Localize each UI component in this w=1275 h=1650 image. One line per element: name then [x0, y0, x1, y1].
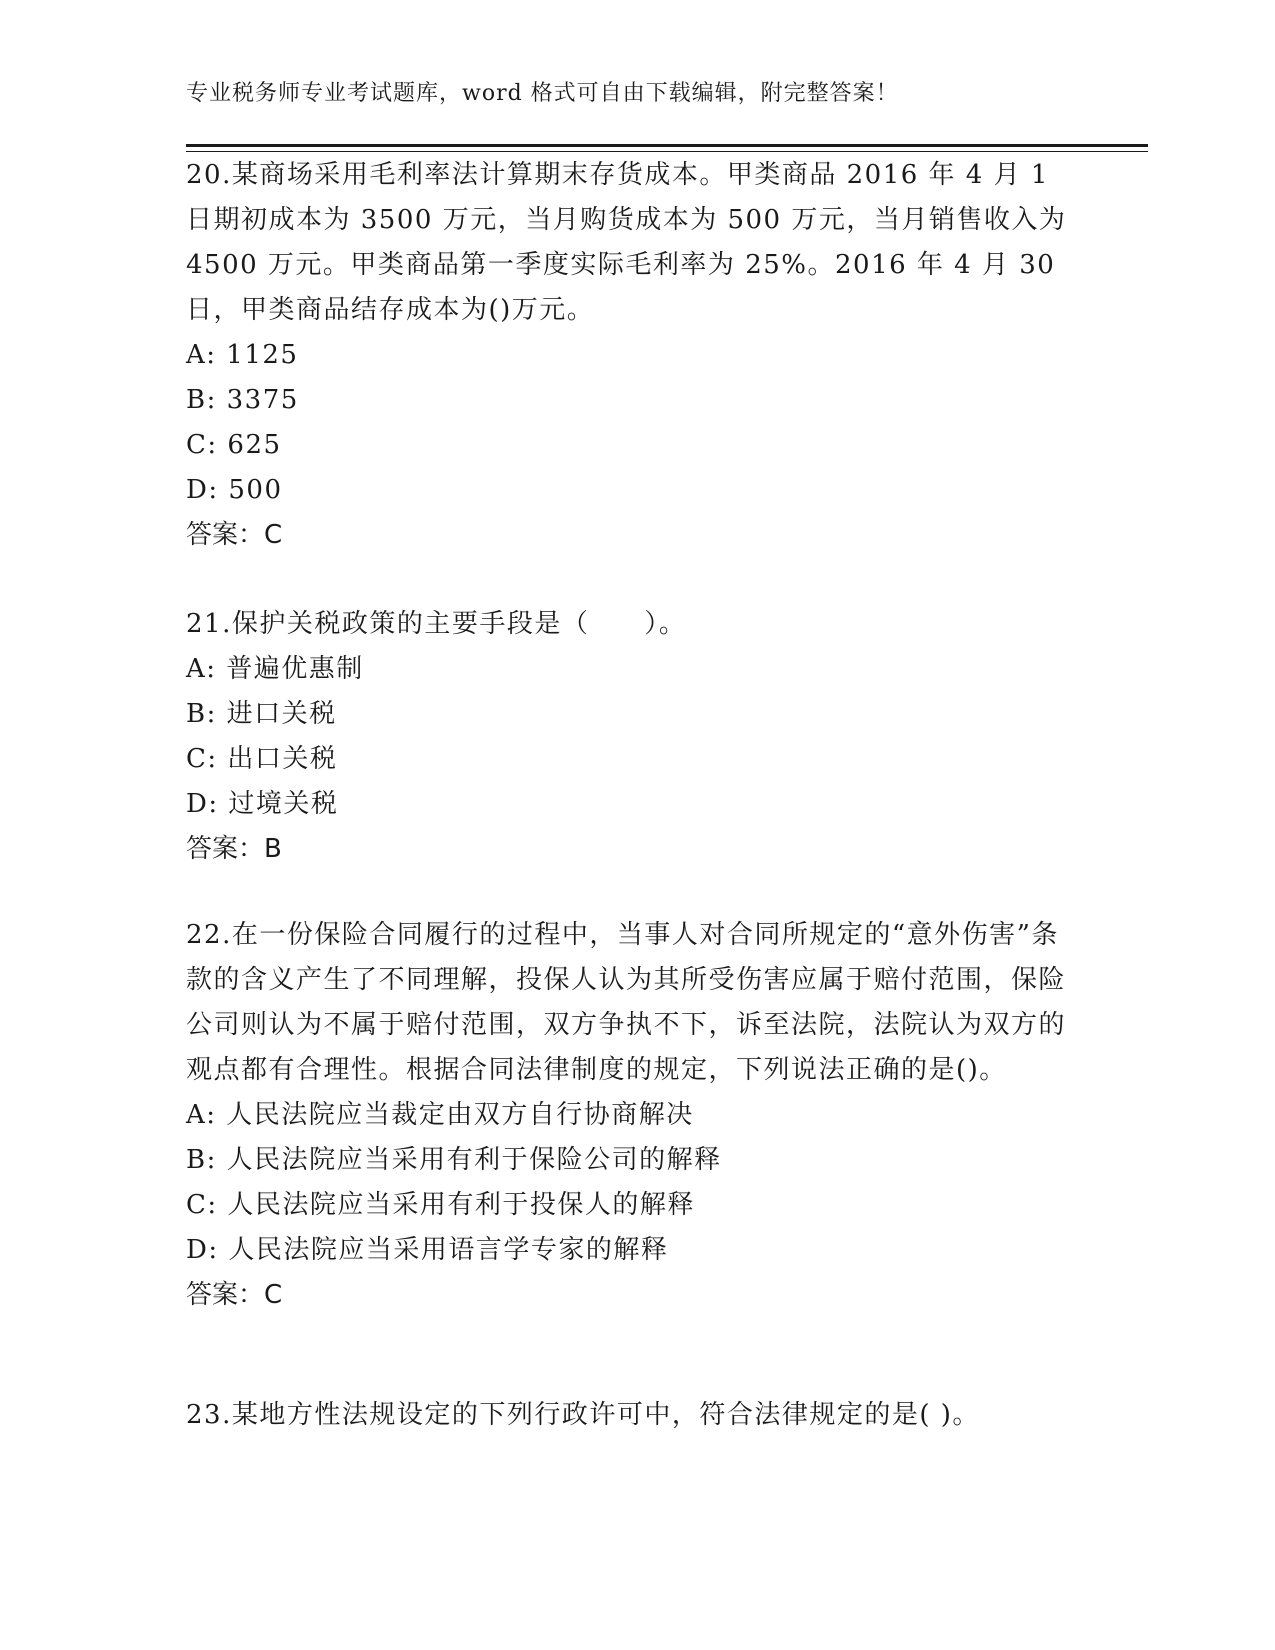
answer-line: 答案：C: [186, 1280, 283, 1310]
option-b: B: 3375: [186, 385, 299, 415]
question-stem: 21.保护关税政策的主要手段是（ ）。: [186, 609, 687, 639]
option-b: B: 进口关税: [186, 699, 337, 729]
header-divider-thick: [186, 144, 1148, 147]
question-stem: 22.在一份保险合同履行的过程中，当事人对合同所规定的“意外伤害”条款的含义产生了不同理解，投保人认为其所受伤害应属于赔付范围，保险公司则认为不属于赔付范围，双方争执不下，诉至法院，法院认为双方的观点都有合理性。根据合同法律制度的规定，下列说法正确的是()。: [186, 920, 1067, 1085]
question-22: [186, 913, 1076, 1318]
header-note: 专业税务师专业考试题库，word 格式可自由下载编辑，附完整答案！: [186, 81, 899, 106]
question-stem: 20.某商场采用毛利率法计算期末存货成本。甲类商品 2016 年 4 月 1 日期初成本为 3500 万元，当月购货成本为 500 万元，当月销售收入为 4500 万元。甲类商品第一季度实际毛利率为 25%。2016 年 4 月 30 日，甲类商品结存成本为()万元。: [186, 160, 1067, 325]
option-d: D: 500: [186, 475, 283, 505]
answer-line: 答案：B: [186, 834, 282, 864]
option-b: B: 人民法院应当采用有利于保险公司的解释: [186, 1145, 722, 1175]
option-c: C: 人民法院应当采用有利于投保人的解释: [186, 1190, 695, 1220]
answer-line: 答案：C: [186, 520, 283, 550]
option-c: C: 625: [186, 430, 282, 460]
header-divider-thin: [186, 151, 1148, 152]
option-d: D: 人民法院应当采用语言学专家的解释: [186, 1235, 669, 1265]
option-a: A: 人民法院应当裁定由双方自行协商解决: [186, 1100, 694, 1130]
option-a: A: 普遍优惠制: [186, 654, 364, 684]
option-c: C: 出口关税: [186, 744, 338, 774]
question-23: [186, 1393, 1076, 1438]
question-stem: 23.某地方性法规设定的下列行政许可中，符合法律规定的是( )。: [186, 1400, 980, 1430]
question-21: [186, 602, 1076, 872]
option-d: D: 过境关税: [186, 789, 339, 819]
question-20: [186, 153, 1076, 558]
option-a: A: 1125: [186, 340, 299, 370]
